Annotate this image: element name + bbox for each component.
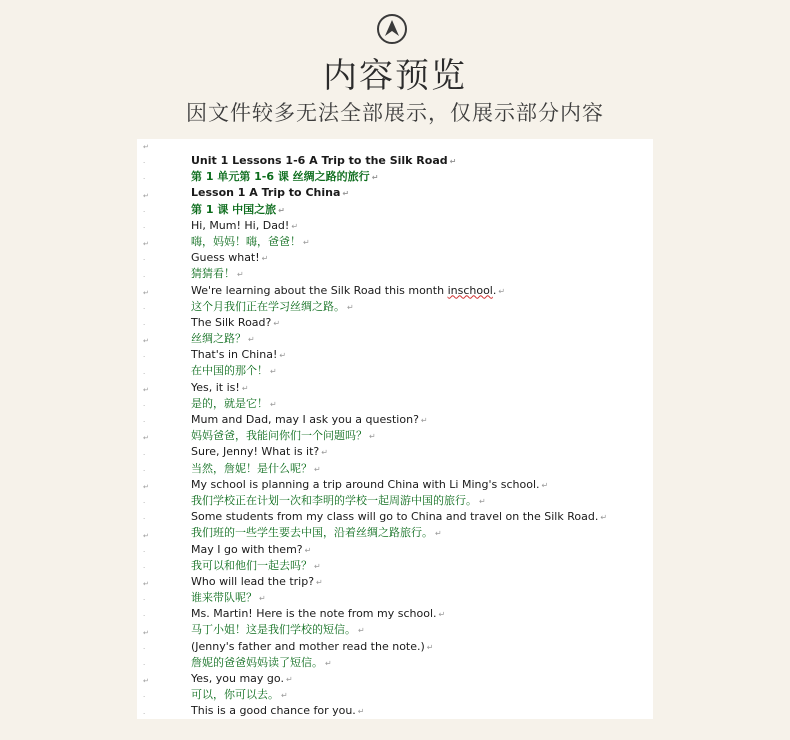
document-line — [191, 396, 651, 412]
document-line — [191, 283, 651, 299]
line-text: Sure, Jenny! What is it? — [191, 445, 320, 459]
paragraph-mark-icon: ↵ — [321, 448, 328, 458]
paragraph-mark-icon: ↵ — [358, 626, 365, 636]
line-text: Yes, it is! — [191, 380, 240, 394]
line-text: 詹妮的爸爸妈妈读了短信。 — [191, 655, 323, 669]
paragraph-mark-icon: ↵ — [541, 480, 549, 490]
page-title: 内容预览 — [323, 56, 467, 96]
gutter-mark: · — [143, 321, 146, 330]
line-text: Guess what! — [191, 251, 260, 265]
document-line — [191, 493, 651, 509]
document-line — [191, 639, 651, 655]
page-subtitle: 因文件较多无法全部展示，仅展示部分内容 — [186, 101, 604, 125]
gutter-mark: · — [143, 353, 146, 362]
line-text: (Jenny's father and mother read the note.) — [191, 639, 425, 653]
paragraph-mark-icon: ↵ — [270, 367, 277, 377]
paragraph-mark-icon: ↵ — [285, 675, 293, 684]
document-line — [191, 655, 651, 671]
gutter-mark: ↵ — [143, 580, 149, 589]
gutter-mark: · — [143, 596, 146, 605]
paragraph-mark-icon: ↵ — [279, 351, 287, 361]
paragraph-mark-icon: ↵ — [325, 658, 332, 668]
gutter-mark: ↵ — [143, 191, 149, 200]
document-line — [191, 444, 651, 460]
paragraph-mark-icon: ↵ — [261, 254, 269, 264]
document-line — [191, 234, 651, 250]
gutter-mark: · — [143, 223, 146, 232]
gutter-mark: · — [143, 402, 146, 410]
document-line — [191, 412, 651, 428]
paragraph-mark-icon: ↵ — [316, 577, 323, 587]
line-text: 妈妈爸爸，我能问你们一个问题吗？ — [191, 429, 367, 443]
line-text: 第 1 课 中国之旅 — [191, 202, 277, 216]
gutter-mark: ↵ — [143, 337, 149, 346]
line-text: 第 1 单元第 1-6 课 丝绸之路的旅行 — [191, 170, 370, 184]
gutter-mark: · — [143, 709, 146, 718]
paragraph-mark-icon: ↵ — [420, 416, 428, 425]
document-line — [191, 477, 651, 493]
paragraph-mark-icon: ↵ — [303, 237, 310, 247]
document-line — [191, 428, 651, 444]
document-line — [191, 266, 651, 282]
paragraph-mark-icon: ↵ — [248, 335, 255, 345]
gutter-mark: · — [143, 207, 146, 216]
document-line — [191, 250, 651, 266]
gutter-mark: · — [143, 515, 146, 524]
gutter-mark: ↵ — [143, 482, 149, 491]
gutter-mark: ↵ — [143, 531, 149, 540]
document-line — [191, 169, 651, 185]
up-arrow-circle-icon — [377, 14, 407, 44]
line-text: 猜猜看！ — [191, 267, 235, 281]
line-text: Hi, Mum! Hi, Dad! — [191, 218, 290, 232]
gutter-mark: · — [143, 418, 146, 427]
paragraph-mark-icon: ↵ — [498, 286, 506, 296]
document-line — [191, 687, 651, 703]
paragraph-mark-icon: ↵ — [241, 383, 249, 393]
paragraph-mark-icon: ↵ — [600, 513, 608, 523]
document-line — [191, 315, 651, 331]
paragraph-mark-icon: ↵ — [371, 173, 379, 183]
line-text: Mum and Dad, may I ask you a question? — [191, 413, 419, 426]
document-line — [191, 218, 651, 234]
document-line — [191, 542, 651, 558]
gutter-mark: · — [143, 563, 146, 572]
line-text: That's in China! — [191, 348, 278, 362]
paragraph-mark-icon: ↵ — [314, 561, 321, 571]
line-text: 丝绸之路？ — [191, 332, 246, 346]
paragraph-mark-icon: ↵ — [426, 642, 434, 652]
gutter-mark: · — [143, 466, 146, 475]
gutter-mark: · — [143, 644, 146, 653]
document-line — [191, 671, 651, 687]
document-line — [191, 525, 651, 541]
paragraph-mark-icon: ↵ — [281, 691, 288, 701]
gutter-mark: ↵ — [143, 434, 149, 443]
gutter-mark: · — [143, 612, 146, 621]
paragraph-mark-icon: ↵ — [347, 302, 354, 312]
document-line — [191, 509, 651, 525]
document-line — [191, 299, 651, 315]
line-tail: . — [492, 283, 497, 297]
paragraph-mark-icon: ↵ — [342, 189, 350, 199]
paragraph-mark-icon: ↵ — [270, 399, 277, 409]
gutter-mark: ↵ — [143, 288, 149, 297]
gutter-mark: · — [143, 693, 146, 702]
gutter-mark: · — [143, 450, 146, 459]
line-text: 谁来带队呢？ — [191, 591, 257, 605]
line-text: Yes, you may go. — [191, 672, 284, 685]
gutter-mark: · — [143, 661, 146, 669]
document-line — [191, 622, 651, 638]
document-line — [191, 606, 651, 622]
gutter-mark: ↵ — [143, 677, 149, 686]
document-line — [191, 380, 651, 396]
document-preview — [137, 139, 653, 719]
document-line — [191, 347, 651, 363]
document-line — [191, 461, 651, 477]
gutter-mark: · — [143, 547, 146, 556]
paragraph-mark-icon: ↵ — [304, 545, 312, 555]
document-line — [191, 185, 651, 201]
document-line — [191, 202, 651, 218]
line-text: Some students from my class will go to China and travel on the Silk Road. — [191, 510, 599, 524]
document-line — [191, 153, 651, 169]
preview-header — [0, 0, 790, 130]
gutter-mark: · — [143, 369, 146, 378]
line-text: 这个月我们正在学习丝绸之路。 — [191, 299, 345, 313]
line-text: 我们班的一些学生要去中国，沿着丝绸之路旅行。 — [191, 526, 433, 540]
paragraph-mark-icon: ↵ — [291, 221, 299, 231]
gutter-mark: · — [143, 256, 146, 265]
paragraph-mark-icon: ↵ — [259, 594, 266, 604]
line-text: Lesson 1 A Trip to China — [191, 186, 341, 200]
paragraph-mark-icon: ↵ — [449, 157, 457, 166]
paragraph-mark-icon: ↵ — [479, 496, 486, 506]
line-text: We're learning about the Silk Road this month — [191, 283, 448, 297]
gutter-mark: ↵ — [143, 385, 149, 394]
gutter-mark: · — [143, 499, 146, 508]
gutter-mark: · — [143, 272, 146, 281]
line-text: Who will lead the trip? — [191, 574, 315, 588]
paragraph-mark-icon: ↵ — [357, 707, 365, 717]
line-text: 我们学校正在计划一次和李明的学校一起周游中国的旅行。 — [191, 493, 477, 507]
paragraph-mark-icon: ↵ — [435, 529, 442, 539]
line-text: The Silk Road? — [191, 315, 272, 329]
document-line — [191, 331, 651, 347]
document-line — [191, 590, 651, 606]
line-text: 马丁小姐！这是我们学校的短信。 — [191, 623, 356, 637]
document-line — [191, 363, 651, 379]
line-text: My school is planning a trip around China with Li Ming's school. — [191, 477, 540, 491]
paragraph-mark-icon: ↵ — [237, 270, 244, 280]
gutter-mark: · — [143, 175, 146, 184]
line-text: 可以，你可以去。 — [191, 688, 279, 702]
gutter-mark: · — [143, 159, 146, 168]
line-text: This is a good chance for you. — [191, 704, 356, 718]
paragraph-mark-icon: ↵ — [278, 205, 285, 215]
line-text: 我可以和他们一起去吗？ — [191, 558, 312, 572]
document-line — [191, 558, 651, 574]
line-text: 当然，詹妮！是什么呢？ — [191, 461, 312, 475]
gutter-mark: ↵ — [143, 628, 149, 637]
line-text: 在中国的那个！ — [191, 364, 268, 378]
paragraph-mark-icon: ↵ — [438, 610, 446, 620]
line-text: May I go with them? — [191, 542, 303, 556]
gutter-mark: · — [143, 304, 146, 313]
document-lines — [191, 153, 651, 719]
document-line — [191, 703, 651, 719]
gutter-mark: ↵ — [143, 240, 149, 249]
paragraph-mark-icon: ↵ — [369, 432, 376, 442]
line-text: Ms. Martin! Here is the note from my school. — [191, 607, 437, 621]
paragraph-mark-icon: ↵ — [314, 464, 321, 474]
line-text: Unit 1 Lessons 1-6 A Trip to the Silk Road — [191, 154, 448, 167]
gutter-mark: ↵ — [143, 143, 149, 151]
paragraph-mark-icon: ↵ — [273, 318, 281, 328]
line-text: 嗨，妈妈！嗨，爸爸！ — [191, 234, 301, 248]
spelling-flag: inschool — [447, 283, 493, 297]
paragraph-mark-gutter — [143, 139, 157, 719]
line-text: 是的，就是它！ — [191, 396, 268, 410]
document-line — [191, 574, 651, 590]
